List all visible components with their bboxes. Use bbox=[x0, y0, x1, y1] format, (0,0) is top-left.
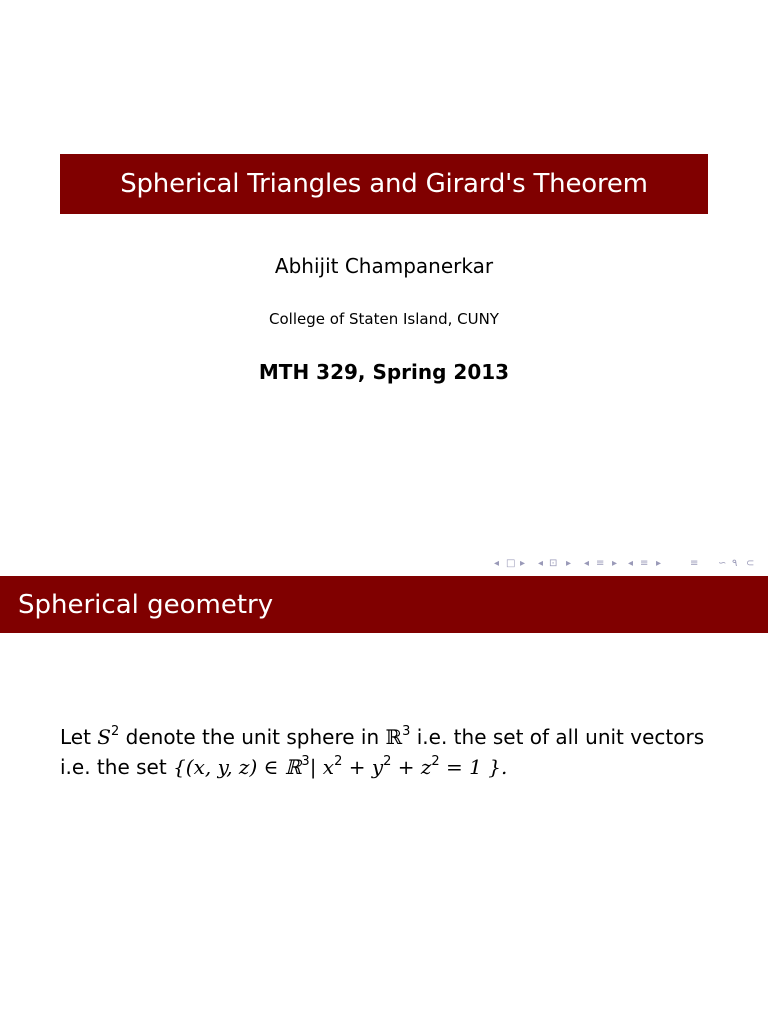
nav-frame-icon[interactable]: ⊡ bbox=[549, 558, 558, 569]
nav-arrow-right-icon[interactable]: ▸ bbox=[520, 558, 526, 569]
nav-arrow-left-icon[interactable]: ◂ bbox=[628, 558, 634, 569]
superscript: 3 bbox=[301, 754, 310, 769]
institute-name: College of Staten Island, CUNY bbox=[269, 310, 499, 328]
text-segment: i.e. the set of all unit vectors bbox=[410, 725, 705, 749]
course-date: MTH 329, Spring 2013 bbox=[258, 360, 510, 384]
author-name: Abhijit Champanerkar bbox=[274, 254, 494, 278]
nav-arrow-left-icon[interactable]: ◂ bbox=[538, 558, 544, 569]
frame-title-bar bbox=[0, 576, 768, 633]
text-segment: denote the unit sphere in bbox=[119, 725, 386, 749]
math-symbol: S bbox=[97, 725, 111, 749]
frame-title: Spherical geometry bbox=[18, 589, 274, 620]
nav-arrow-right-icon[interactable]: ▸ bbox=[566, 558, 572, 569]
nav-slide-icon[interactable]: □ bbox=[506, 558, 516, 569]
body-line-1 bbox=[60, 722, 720, 752]
superscript: 2 bbox=[111, 724, 120, 739]
presentation-title-box bbox=[60, 154, 708, 214]
beamer-navigation-bar bbox=[0, 555, 768, 573]
nav-section-icon[interactable]: ≡ bbox=[640, 558, 649, 569]
superscript: 3 bbox=[402, 724, 411, 739]
math-expression: = 1 }. bbox=[439, 755, 508, 779]
superscript: 2 bbox=[431, 754, 440, 769]
superscript: 2 bbox=[383, 754, 392, 769]
math-expression: | x bbox=[309, 755, 335, 779]
nav-arrow-left-icon[interactable]: ◂ bbox=[494, 558, 500, 569]
nav-document-icon[interactable]: ≡ bbox=[690, 558, 699, 569]
nav-subsection-icon[interactable]: ≡ bbox=[596, 558, 605, 569]
text-segment: i.e. the set bbox=[60, 755, 174, 779]
math-symbol: ℝ bbox=[385, 725, 403, 749]
nav-arrow-right-icon[interactable]: ▸ bbox=[612, 558, 618, 569]
nav-arrow-left-icon[interactable]: ◂ bbox=[584, 558, 590, 569]
math-expression: + z bbox=[391, 755, 432, 779]
nav-back-icon[interactable]: ⊂ bbox=[746, 558, 755, 569]
math-expression: + y bbox=[342, 755, 384, 779]
nav-search-icon[interactable]: ۹ bbox=[732, 558, 738, 569]
presentation-title: Spherical Triangles and Girard's Theorem bbox=[120, 169, 648, 199]
math-expression: {(x, y, z) ∈ ℝ bbox=[173, 755, 302, 779]
slide-body-text bbox=[60, 722, 720, 782]
superscript: 2 bbox=[334, 754, 343, 769]
text-segment: Let bbox=[60, 725, 98, 749]
nav-arrow-right-icon[interactable]: ▸ bbox=[656, 558, 662, 569]
nav-undo-icon[interactable]: ∽ bbox=[718, 558, 727, 569]
body-line-2 bbox=[60, 752, 720, 782]
content-slide bbox=[0, 576, 768, 1024]
